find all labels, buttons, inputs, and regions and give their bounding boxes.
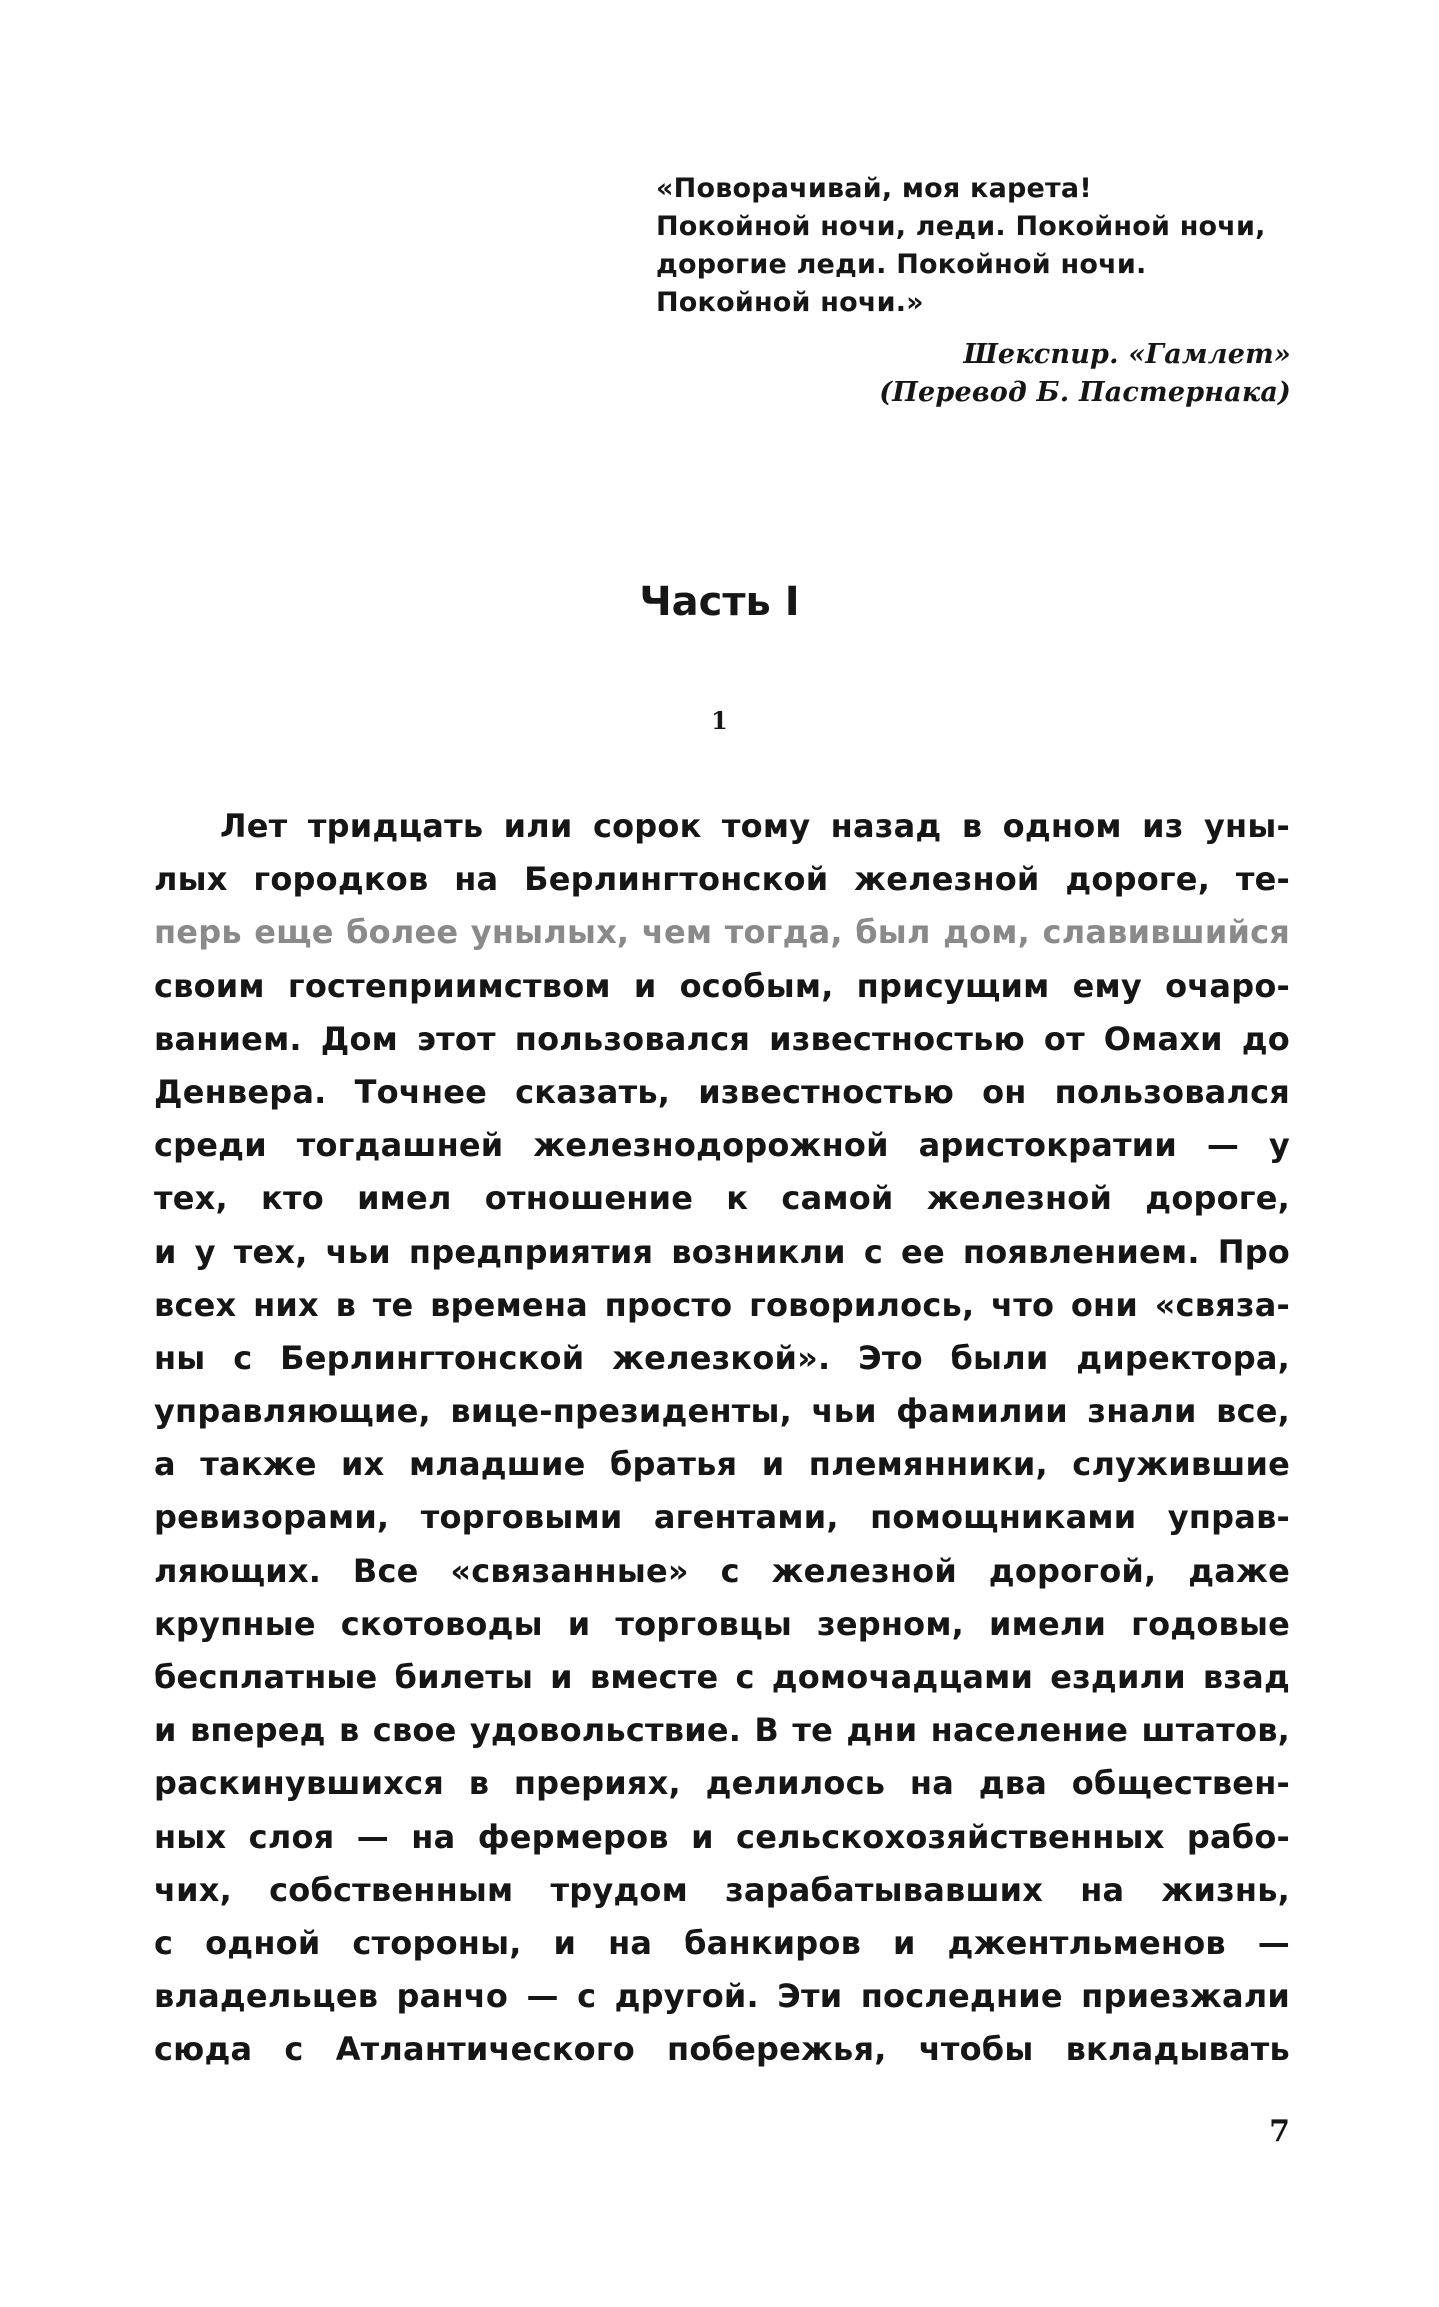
- epigraph-line: Покойной ночи.»: [656, 287, 924, 318]
- body-line: сюда с Атлантического побережья, чтобы вкладывать: [154, 2030, 1290, 2069]
- body-line: тех, кто имел отношение к самой железной дороге,: [154, 1179, 1290, 1218]
- body-line: с одной стороны, и на банкиров и джентльменов —: [154, 1923, 1290, 1962]
- body-line: чих, собственным трудом зарабатывавших на жизнь,: [154, 1870, 1290, 1909]
- epigraph-line: Покойной ночи, леди. Покойной ночи,: [656, 211, 1266, 242]
- chapter-number: 1: [711, 706, 728, 735]
- body-line: перь еще более унылых, чем тогда, был дом, славившийся: [154, 913, 1290, 952]
- page-number: 7: [1269, 2114, 1290, 2149]
- body-line: владельцев ранчо — с другой. Эти последние приезжали: [154, 1977, 1290, 2016]
- body-line: а также их младшие братья и племянники, служившие: [154, 1445, 1290, 1484]
- epigraph-translator: (Перевод Б. Пастернака): [879, 377, 1291, 408]
- body-line: раскинувшихся в прериях, делилось на два обществен-: [154, 1764, 1290, 1803]
- body-line: своим гостеприимством и особым, присущим ему очаро-: [154, 966, 1290, 1005]
- body-line: ны с Берлингтонской железкой». Это были директора,: [154, 1338, 1290, 1377]
- body-line: и у тех, чьи предприятия возникли с ее появлением. Про: [154, 1232, 1290, 1271]
- body-line: бесплатные билеты и вместе с домочадцами ездили взад: [154, 1658, 1290, 1696]
- part-title: Часть I: [639, 579, 800, 625]
- body-line: и вперед в свое удовольствие. В те дни население штатов,: [154, 1711, 1290, 1750]
- epigraph-line: «Поворачивай, моя карета!: [656, 173, 1092, 204]
- epigraph: [656, 170, 1291, 412]
- body-line: ных слоя — на фермеров и сельскохозяйственных рабо-: [154, 1817, 1290, 1856]
- body-line: ревизорами, торговыми агентами, помощниками управ-: [154, 1498, 1290, 1537]
- body-line: ванием. Дом этот пользовался известностью от Омахи до: [154, 1019, 1290, 1058]
- body-line: Лет тридцать или сорок тому назад в одном из уны-: [220, 807, 1290, 845]
- body-line: управляющие, вице-президенты, чьи фамилии знали все,: [154, 1392, 1290, 1431]
- epigraph-author-work: Шекспир. «Гамлет»: [963, 339, 1291, 370]
- body-line: среди тогдашней железнодорожной аристократии — у: [154, 1126, 1290, 1165]
- body-line: ляющих. Все «связанные» с железной дорогой, даже: [154, 1551, 1290, 1590]
- body-text: [154, 800, 1290, 2077]
- body-line: Денвера. Точнее сказать, известностью он пользовался: [154, 1072, 1290, 1111]
- body-line: лых городков на Берлингтонской железной дороге, те-: [154, 860, 1290, 899]
- body-line: крупные скотоводы и торговцы зерном, имели годовые: [154, 1604, 1290, 1643]
- body-line: всех них в те времена просто говорилось, что они «связа-: [154, 1285, 1290, 1324]
- epigraph-line: дорогие леди. Покойной ночи.: [656, 249, 1147, 280]
